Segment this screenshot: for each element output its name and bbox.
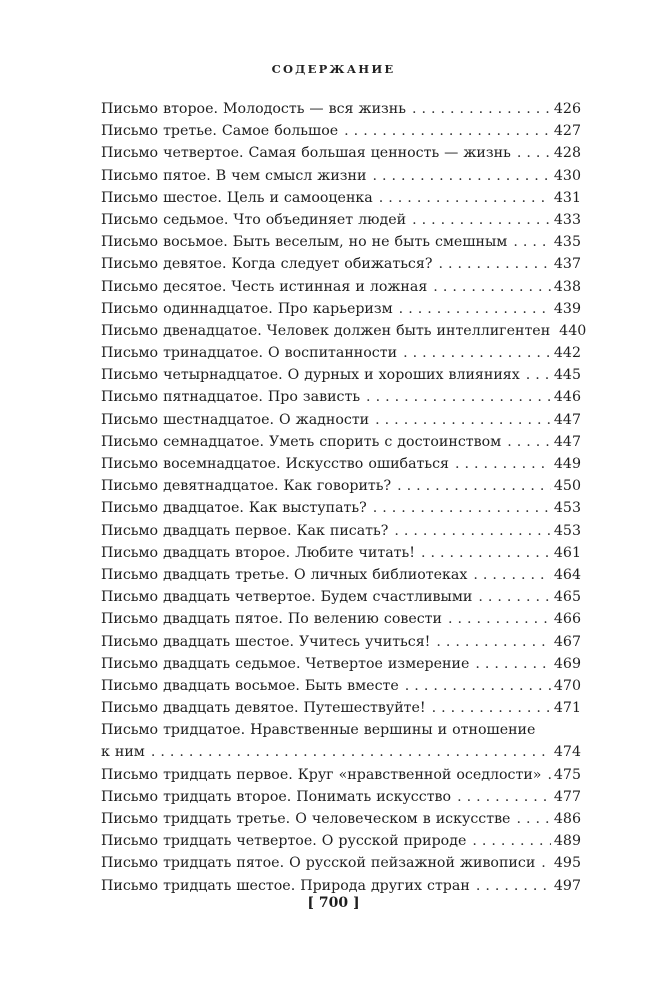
toc-entry-page: 439 [553, 300, 581, 317]
toc-entry-title: Письмо второе. Молодость — вся жизнь [101, 101, 406, 117]
toc-entry [101, 608, 581, 630]
toc-entry [101, 875, 581, 897]
dot-leader [526, 364, 551, 386]
toc-entry [101, 142, 581, 164]
toc-entry-title: Письмо тридцать шестое. Природа других стран [101, 877, 470, 894]
toc-entry-title: Письмо тридцать четвертое. О русской природе [101, 833, 467, 850]
toc-entry-title: Письмо двадцать пятое. По велению совести [101, 611, 442, 628]
toc-entry-page: 475 [553, 766, 581, 783]
toc-entry [101, 852, 581, 874]
toc-entry-title: Письмо двадцать четвертое. Будем счастливыми [101, 589, 473, 606]
toc-entry-page: 453 [553, 500, 581, 517]
dot-leader [457, 786, 551, 808]
toc-entry-page: 461 [553, 544, 581, 561]
toc-entry [101, 497, 581, 519]
toc-entry-title: Письмо тридцать пятое. О русской пейзажной живописи [101, 855, 536, 872]
toc-entry-page: 446 [553, 389, 581, 406]
toc-entry-title-continued: к ним [101, 744, 145, 761]
toc-entry-page: 474 [553, 744, 581, 761]
toc-entry-page: 435 [553, 234, 581, 251]
toc-entry-title: Письмо двадцать седьмое. Четвертое измерение [101, 655, 470, 672]
toc-entry [101, 719, 581, 741]
toc-entry-page: 438 [553, 278, 581, 295]
toc-entry-title: Письмо одиннадцатое. Про карьеризм [101, 300, 393, 317]
dot-leader [432, 697, 551, 719]
toc-entry [101, 520, 581, 542]
dot-leader [397, 475, 551, 497]
toc-entry-title: Письмо двадцатое. Как выступать? [101, 500, 367, 517]
dot-leader [433, 276, 551, 298]
toc-entry-title: Письмо двадцать девятое. Путешествуйте! [101, 700, 426, 717]
page-number: [ 700 ] [307, 895, 360, 911]
toc-entry [101, 631, 581, 653]
toc-entry [101, 364, 581, 386]
dot-leader [517, 142, 551, 164]
toc-entry-title: Письмо тридцатое. Нравственные вершины и отношение [101, 722, 536, 739]
toc-entry [101, 431, 581, 453]
toc-entry-title: Письмо двадцать восьмое. Быть вместе [101, 677, 399, 694]
toc-entry [101, 475, 581, 497]
toc-entry-page: 442 [553, 345, 581, 362]
toc-entry-page: 428 [553, 145, 581, 162]
toc-entry-page: 433 [553, 211, 581, 228]
table-of-contents [101, 98, 587, 897]
dot-leader [412, 209, 551, 231]
dot-leader [473, 564, 551, 586]
dot-leader [507, 431, 551, 453]
toc-entry-title: Письмо десятое. Честь истинная и ложная [101, 278, 428, 295]
dot-leader [438, 253, 550, 275]
toc-entry [101, 320, 587, 342]
toc-entry-title: Письмо третье. Самое большое [101, 123, 339, 140]
toc-entry [101, 830, 581, 852]
toc-entry-title: Письмо шестнадцатое. О жадности [101, 411, 370, 428]
dot-leader [403, 342, 551, 364]
toc-entry-title: Письмо четырнадцатое. О дурных и хороших влияниях [101, 367, 520, 384]
dot-leader [547, 764, 550, 786]
dot-leader [513, 231, 551, 253]
toc-entry-page: 486 [553, 811, 581, 827]
toc-entry-title: Письмо восьмое. Быть веселым, но не быть смешным [101, 234, 508, 251]
toc-entry-page: 477 [553, 788, 581, 805]
toc-entry-page: 450 [553, 478, 581, 495]
toc-entry [101, 386, 581, 408]
dot-leader [541, 852, 551, 874]
toc-entry [101, 453, 581, 475]
toc-entry-page: 497 [553, 877, 581, 894]
toc-entry-page: 447 [553, 411, 581, 428]
toc-entry-title: Письмо тридцать первое. Круг «нравственной оседлости» [101, 766, 542, 783]
toc-entry-title: Письмо шестое. Цель и самооценка [101, 189, 373, 206]
toc-entry [101, 342, 581, 364]
dot-leader [366, 386, 551, 408]
toc-entry [101, 808, 581, 830]
dot-leader [475, 653, 551, 675]
toc-entry-page: 445 [553, 367, 581, 384]
toc-entry [101, 165, 581, 187]
toc-entry-page: 453 [553, 522, 581, 539]
dot-leader [516, 808, 550, 830]
toc-entry [101, 697, 581, 719]
toc-entry-page: 440 [559, 322, 587, 339]
toc-entry-page: 470 [553, 677, 581, 694]
toc-entry-continuation [101, 741, 581, 763]
dot-leader [478, 586, 551, 608]
toc-entry-title: Письмо девятое. Когда следует обижаться? [101, 256, 433, 273]
toc-entry-page: 466 [553, 611, 581, 628]
toc-entry [101, 209, 581, 231]
dot-leader [455, 453, 551, 475]
toc-entry [101, 409, 581, 431]
toc-entry-title: Письмо четвертое. Самая большая ценность — жизнь [101, 145, 511, 162]
toc-entry [101, 653, 581, 675]
toc-entry-page: 471 [553, 700, 581, 717]
dot-leader [421, 542, 551, 564]
toc-entry-title: Письмо двадцать третье. О личных библиотеках [101, 566, 468, 583]
toc-entry-title: Письмо семнадцатое. Уметь спорить с достоинством [101, 433, 502, 450]
dot-leader [476, 875, 551, 897]
toc-entry-title: Письмо пятое. В чем смысл жизни [101, 167, 367, 184]
toc-entry-page: 465 [553, 589, 581, 606]
dot-leader [151, 741, 551, 763]
dot-leader [436, 631, 551, 653]
toc-entry [101, 542, 581, 564]
toc-entry-title: Письмо пятнадцатое. Про зависть [101, 389, 361, 406]
toc-entry-page: 467 [553, 633, 581, 650]
dot-leader [373, 497, 551, 519]
toc-entry-page: 427 [553, 123, 581, 140]
dot-leader [372, 165, 550, 187]
toc-entry-page: 447 [553, 433, 581, 450]
toc-entry-page: 469 [553, 655, 581, 672]
toc-entry-title: Письмо восемнадцатое. Искусство ошибаться [101, 456, 449, 472]
toc-entry-page: 431 [553, 189, 581, 206]
dot-leader [448, 608, 551, 630]
toc-entry-title: Письмо седьмое. Что объединяет людей [101, 211, 407, 228]
toc-entry [101, 253, 581, 275]
toc-entry [101, 120, 581, 142]
toc-entry-title: Письмо двадцать второе. Любите читать! [101, 544, 415, 561]
toc-entry-title: Письмо тридцать второе. Понимать искусство [101, 788, 452, 805]
toc-entry-title: Письмо двадцать шестое. Учитесь учиться! [101, 633, 431, 650]
dot-leader [399, 298, 551, 320]
toc-entry [101, 298, 581, 320]
toc-entry-page: 464 [553, 566, 581, 583]
dot-leader [394, 520, 551, 542]
toc-entry-title: Письмо тридцать третье. О человеческом в искусстве [101, 811, 511, 827]
toc-entry-page: 449 [553, 456, 581, 472]
toc-entry-page: 426 [553, 101, 581, 117]
toc-entry [101, 586, 581, 608]
toc-entry [101, 276, 581, 298]
toc-entry [101, 675, 581, 697]
dot-leader [405, 675, 551, 697]
toc-entry-page: 489 [553, 833, 581, 850]
toc-entry-title: Письмо тринадцатое. О воспитанности [101, 345, 398, 362]
toc-entry [101, 786, 581, 808]
dot-leader [412, 98, 551, 120]
dot-leader [375, 409, 551, 431]
toc-entry-title: Письмо двенадцатое. Человек должен быть интеллигентен [101, 322, 551, 339]
running-header: СОДЕРЖАНИЕ [271, 62, 396, 76]
toc-entry-title: Письмо девятнадцатое. Как говорить? [101, 478, 392, 495]
dot-leader [379, 187, 551, 209]
dot-leader [344, 120, 551, 142]
toc-entry [101, 98, 581, 120]
toc-entry [101, 564, 581, 586]
toc-entry-page: 430 [553, 167, 581, 184]
toc-entry-title: Письмо двадцать первое. Как писать? [101, 522, 389, 539]
toc-entry [101, 231, 581, 253]
toc-entry [101, 187, 581, 209]
toc-entry-page: 437 [553, 256, 581, 273]
dot-leader [472, 830, 551, 852]
toc-entry [101, 764, 581, 786]
toc-entry-page: 495 [553, 855, 581, 872]
